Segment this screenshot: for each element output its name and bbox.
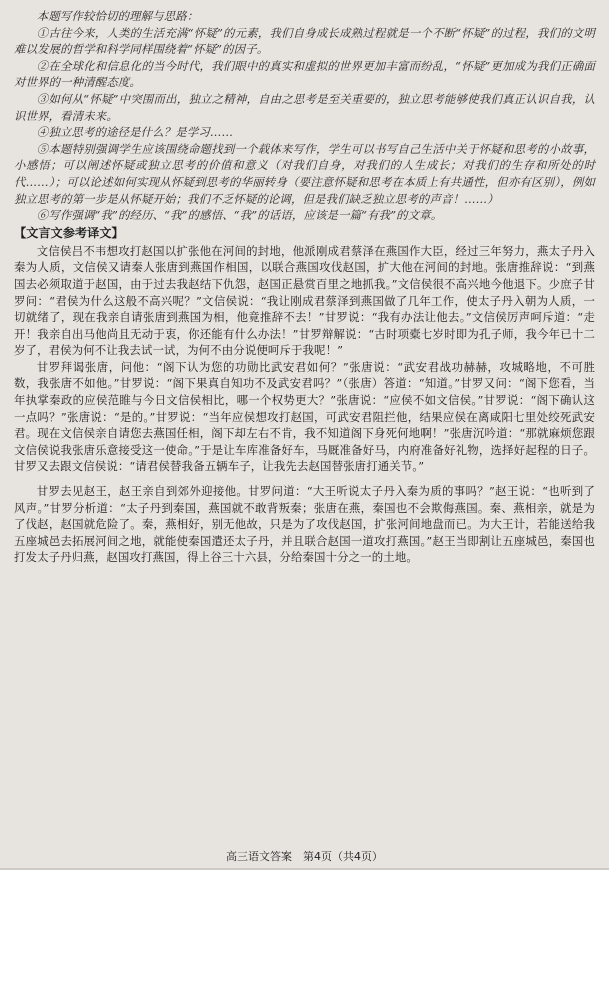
analysis-point-1: ①古往今来，人类的生活充满“怀疑”的元素，我们自身成长成熟过程就是一个不断“怀疑”的过程，我们的文明难以发展的哲学和科学同样围绕着“怀疑”的因子。 (14, 25, 595, 57)
analysis-intro: 本题写作较恰切的理解与思路： (36, 9, 199, 23)
translation-heading: 【文言文参考译文】 (14, 225, 124, 240)
scan-edge-divider (0, 868, 609, 870)
paragraph-gap (14, 475, 595, 483)
analysis-point-5: ⑤本题特别强调学生应该围绕命题找到一个载体来写作，学生可以书写自己生活中关于怀疑和思考的小故事，小感悟；可以阐述怀疑或独立思考的价值和意义（对我们自身，对我们的人生成长；对我们的生存和所处的时代……）；可以论述如何实现从怀疑到思考的华丽转身（要注意怀疑和思考在本质上有共通性，但亦有区别），例如独立思考的第一步是从怀疑开始；我们不乏怀疑的论调，但是我们缺乏独立思考的声音！……） (14, 141, 595, 206)
translation-paragraph-3: 甘罗去见赵王，赵王亲自到郊外迎接他。甘罗问道：“大王听说太子丹入秦为质的事吗？”赵王说：“也听到了风声。”甘罗分析道：“太子丹到秦国，燕国就不敢背叛秦；张唐在燕，秦国也不会欺侮燕国。秦、燕相亲，就是为了伐赵，赵国就危险了。秦，燕相好，别无他故，只是为了攻伐赵国，扩张河间地盘而已。为大王计，若能送给我五座城邑去拓展河间之地，就能使秦国遣还太子丹，并且联合赵国一道攻打燕国。”赵王当即割让五座城邑，秦国也打发太子丹归燕，赵国攻打燕国，得上谷三十六县，分给秦国十分之一的土地。 (14, 484, 595, 565)
analysis-point-6: ⑥写作强调“我”的经历、“我”的感悟、“我”的话语，应该是一篇“有我”的文章。 (36, 208, 443, 223)
translation-paragraph-1: 文信侯吕不韦想攻打赵国以扩张他在河间的封地，他派刚成君蔡泽在燕国作大臣，经过三年努力，燕太子丹入秦为人质，文信侯又请秦人张唐到燕国作相国，以联合燕国攻伐赵国，扩大他在河间的封地。张唐推辞说：“到燕国去必须取道于赵国，由于过去我赵结下仇怨，赵国正悬赏百里之地抓我。”文信侯很不高兴地今他退下。少庶子甘罗问：“君侯为什么这般不高兴呢？”文信侯说：“我让刚成君蔡泽到燕国做了几年工作，使太子丹入朝为人质，一切就绪了，现在我亲自请张唐到燕国为相，他竟推辞不去！”甘罗说：“我有办法让他去。”文信侯厉声呵斥道：“走开！我亲自出马他尚且无动于衷，你还能有什么办法！”甘罗辩解说：“古时项橐七岁时即为孔子师，我今年已十二岁了，君侯为何不让我去试一试，为何不由分说便呵斥于我呢！” (14, 243, 595, 358)
analysis-point-2: ②在全球化和信息化的当今时代，我们眼中的真实和虚拟的世界更加丰富而纷乱，“怀疑”更加成为我们正确面对世界的一种清醒态度。 (14, 58, 595, 90)
page-footer: 高三语文答案 第4页（共4页） (226, 850, 383, 863)
analysis-point-4: ④独立思考的途径是什么？是学习…… (36, 125, 233, 140)
analysis-point-3: ③如何从“怀疑”中突围而出，独立之精神，自由之思考是至关重要的，独立思考能够使我们真正认识自我，认识世界，看清未来。 (14, 91, 595, 123)
translation-paragraph-2: 甘罗拜谒张唐，问他：“阁下认为您的功勋比武安君如何？”张唐说：“武安君战功赫赫，攻城略地，不可胜数，我张唐不如他。”甘罗说：“阁下果真自知功不及武安君吗？”（张唐）答道：“知道。”甘罗又问：“阁下您看，当年执掌秦政的应侯范睢与今日文信侯相比，哪一个权势更大？”张唐说：“应侯不如文信侯。”甘罗说：“阁下确认这一点吗？”张唐说：“是的。”甘罗说：“当年应侯想攻打赵国，可武安君阻拦他，结果应侯在离咸阳七里处绞死武安君。现在文信侯亲自请您去燕国任相，阁下却左右不肯，我不知道阁下身死何地啊！”张唐沉吟道：“那就麻烦您跟文信侯说我张唐乐意接受这一使命。”于是让车库准备好车，马厩准备好马，内府准备好礼物，选择好起程的日子。甘罗又去跟文信侯说：“请君侯替我备五辆车子，让我先去赵国替张唐打通关节。” (14, 359, 595, 474)
